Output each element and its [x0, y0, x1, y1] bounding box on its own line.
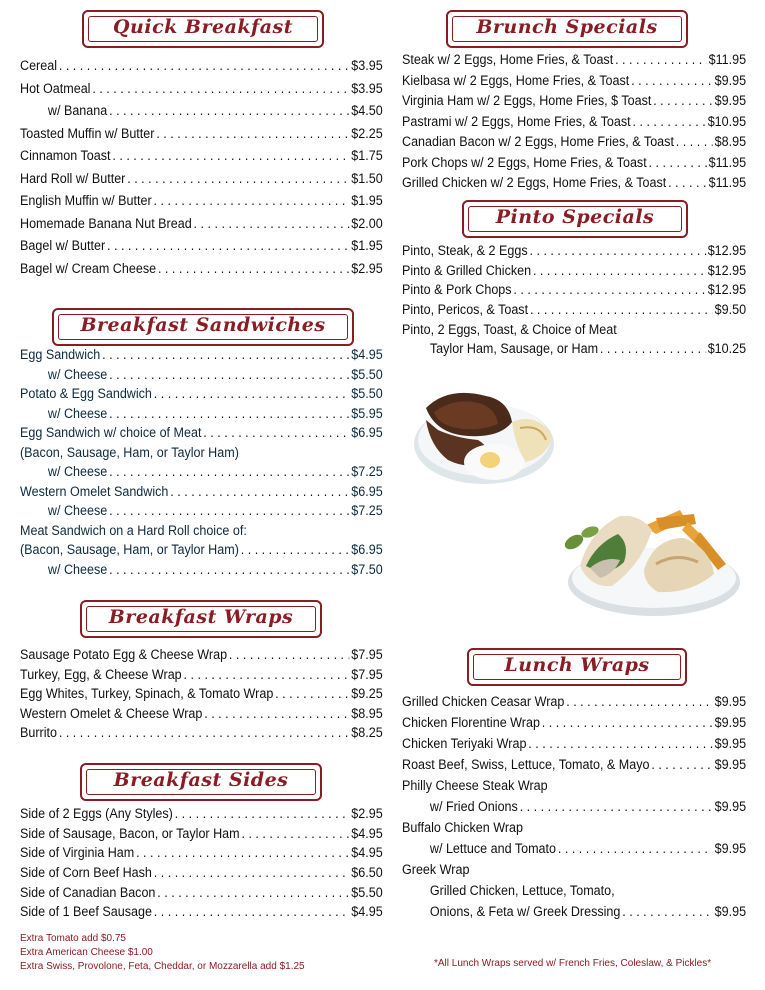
lunch-wraps-note: *All Lunch Wraps served w/ French Fries, Coleslaw, & Pickles* [434, 958, 712, 969]
breakfast-wraps-title: Breakfast Wraps [108, 606, 294, 628]
list-item: Chicken Teriyaki Wrap . . . $9.95 [402, 736, 746, 757]
pinto-specials-list [402, 243, 746, 361]
list-item: Pastrami w/ 2 Eggs, Home Fries, & Toast . . . $10.95 [402, 114, 746, 135]
list-item: Hard Roll w/ Butter . . . $1.50 [20, 171, 383, 194]
quick-breakfast-title: Quick Breakfast [112, 16, 294, 38]
list-item: Cinnamon Toast . . . $1.75 [20, 148, 383, 171]
list-item: w/ Cheese . . . $7.50 [20, 562, 383, 582]
list-item: Taylor Ham, Sausage, or Ham . . . $10.25 [402, 341, 746, 361]
list-item: w/ Cheese . . . $5.95 [20, 406, 383, 426]
brunch-specials-title: Brunch Specials [476, 16, 658, 38]
quick-breakfast-list [20, 58, 383, 283]
breakfast-sides-list [20, 806, 383, 924]
list-item: Side of Sausage, Bacon, or Taylor Ham . . . $4.95 [20, 826, 383, 846]
list-item: Egg Whites, Turkey, Spinach, & Tomato Wrap . . . $9.25 [20, 686, 383, 706]
extras-note-cheeses: Extra Swiss, Provolone, Feta, Cheddar, or Mozzarella add $1.25 [20, 961, 305, 972]
list-item: w/ Cheese . . . $7.25 [20, 503, 383, 523]
brunch-specials-list [402, 52, 746, 196]
breakfast-wraps-list [20, 647, 383, 745]
list-item: Grilled Chicken, Lettuce, Tomato, [429, 883, 615, 898]
list-item: Side of 1 Beef Sausage . . . $4.95 [20, 904, 383, 924]
list-item: Philly Cheese Steak Wrap [402, 778, 548, 793]
breakfast-sandwiches-list [20, 347, 383, 581]
list-item: w/ Cheese . . . $7.25 [20, 464, 383, 484]
extras-note-tomato: Extra Tomato add $0.75 [20, 933, 126, 944]
list-item: Western Omelet Sandwich . . . $6.95 [20, 484, 383, 504]
steak-eggs-photo [408, 378, 560, 490]
list-item: Sausage Potato Egg & Cheese Wrap . . . $7.95 [20, 647, 383, 667]
list-item: Chicken Florentine Wrap . . . $9.95 [402, 715, 746, 736]
list-item: (Bacon, Sausage, Ham, or Taylor Ham) [20, 444, 239, 460]
list-item: Western Omelet & Cheese Wrap . . . $8.95 [20, 706, 383, 726]
list-item: Meat Sandwich on a Hard Roll choice of: [20, 522, 247, 538]
lunch-wraps-title: Lunch Wraps [504, 654, 650, 676]
list-item: Buffalo Chicken Wrap [402, 820, 523, 835]
list-item: Side of 2 Eggs (Any Styles) . . . $2.95 [20, 806, 383, 826]
breakfast-sides-title: Breakfast Sides [113, 769, 289, 791]
list-item: Toasted Muffin w/ Butter . . . $2.25 [20, 126, 383, 149]
lunch-wraps-banner [467, 648, 687, 686]
list-item: Turkey, Egg, & Cheese Wrap . . . $7.95 [20, 667, 383, 687]
list-item: w/ Cheese . . . $5.50 [20, 367, 383, 387]
list-item: Pork Chops w/ 2 Eggs, Home Fries, & Toast . . . $11.95 [402, 155, 746, 176]
list-item: w/ Banana . . . $4.50 [20, 103, 383, 126]
list-item: Egg Sandwich w/ choice of Meat . . . $6.95 [20, 425, 383, 445]
list-item: Steak w/ 2 Eggs, Home Fries, & Toast . . . $11.95 [402, 52, 746, 73]
breakfast-sides-banner [80, 763, 322, 801]
list-item: Side of Virginia Ham . . . $4.95 [20, 845, 383, 865]
breakfast-sandwiches-banner [52, 308, 354, 346]
list-item: Grilled Chicken w/ 2 Eggs, Home Fries, & Toast . . . $11.95 [402, 175, 746, 196]
list-item: Kielbasa w/ 2 Eggs, Home Fries, & Toast . . . $9.95 [402, 73, 746, 94]
list-item: Greek Wrap [402, 862, 470, 877]
list-item: Onions, & Feta w/ Greek Dressing . . . $9.95 [402, 904, 746, 925]
list-item: Bagel w/ Butter . . . $1.95 [20, 238, 383, 261]
list-item: Homemade Banana Nut Bread . . . $2.00 [20, 216, 383, 239]
list-item: Pinto, 2 Eggs, Toast, & Choice of Meat [402, 321, 617, 337]
lunch-wraps-list [402, 694, 746, 925]
list-item: Pinto & Pork Chops . . . $12.95 [402, 282, 746, 302]
list-item: Bagel w/ Cream Cheese . . . $2.95 [20, 261, 383, 284]
list-item: Virginia Ham w/ 2 Eggs, Home Fries, $ Toast . . . $9.95 [402, 93, 746, 114]
pinto-specials-banner [462, 200, 688, 238]
wrap-fries-photo [560, 504, 744, 620]
list-item: Grilled Chicken Ceasar Wrap . . . $9.95 [402, 694, 746, 715]
list-item: Egg Sandwich . . . $4.95 [20, 347, 383, 367]
brunch-specials-banner [446, 10, 688, 48]
list-item: Cereal . . . $3.95 [20, 58, 383, 81]
list-item: Side of Canadian Bacon . . . $5.50 [20, 885, 383, 905]
list-item: Pinto & Grilled Chicken . . . $12.95 [402, 263, 746, 283]
list-item: Potato & Egg Sandwich . . . $5.50 [20, 386, 383, 406]
list-item: Side of Corn Beef Hash . . . $6.50 [20, 865, 383, 885]
list-item: w/ Lettuce and Tomato . . . $9.95 [402, 841, 746, 862]
list-item: Pinto, Steak, & 2 Eggs . . . $12.95 [402, 243, 746, 263]
list-item: Burrito . . . $8.25 [20, 725, 383, 745]
pinto-specials-title: Pinto Specials [495, 206, 655, 228]
extras-note-american: Extra American Cheese $1.00 [20, 947, 153, 958]
list-item: English Muffin w/ Butter . . . $1.95 [20, 193, 383, 216]
list-item: w/ Fried Onions . . . $9.95 [402, 799, 746, 820]
list-item: Hot Oatmeal . . . $3.95 [20, 81, 383, 104]
breakfast-wraps-banner [80, 600, 322, 638]
list-item: Roast Beef, Swiss, Lettuce, Tomato, & Mayo . . . $9.95 [402, 757, 746, 778]
breakfast-sandwiches-title: Breakfast Sandwiches [80, 314, 326, 336]
list-item: Canadian Bacon w/ 2 Eggs, Home Fries, & Toast . . . $8.95 [402, 134, 746, 155]
list-item: (Bacon, Sausage, Ham, or Taylor Ham) . . . $6.95 [20, 542, 383, 562]
quick-breakfast-banner [82, 10, 324, 48]
list-item: Pinto, Pericos, & Toast . . . $9.50 [402, 302, 746, 322]
